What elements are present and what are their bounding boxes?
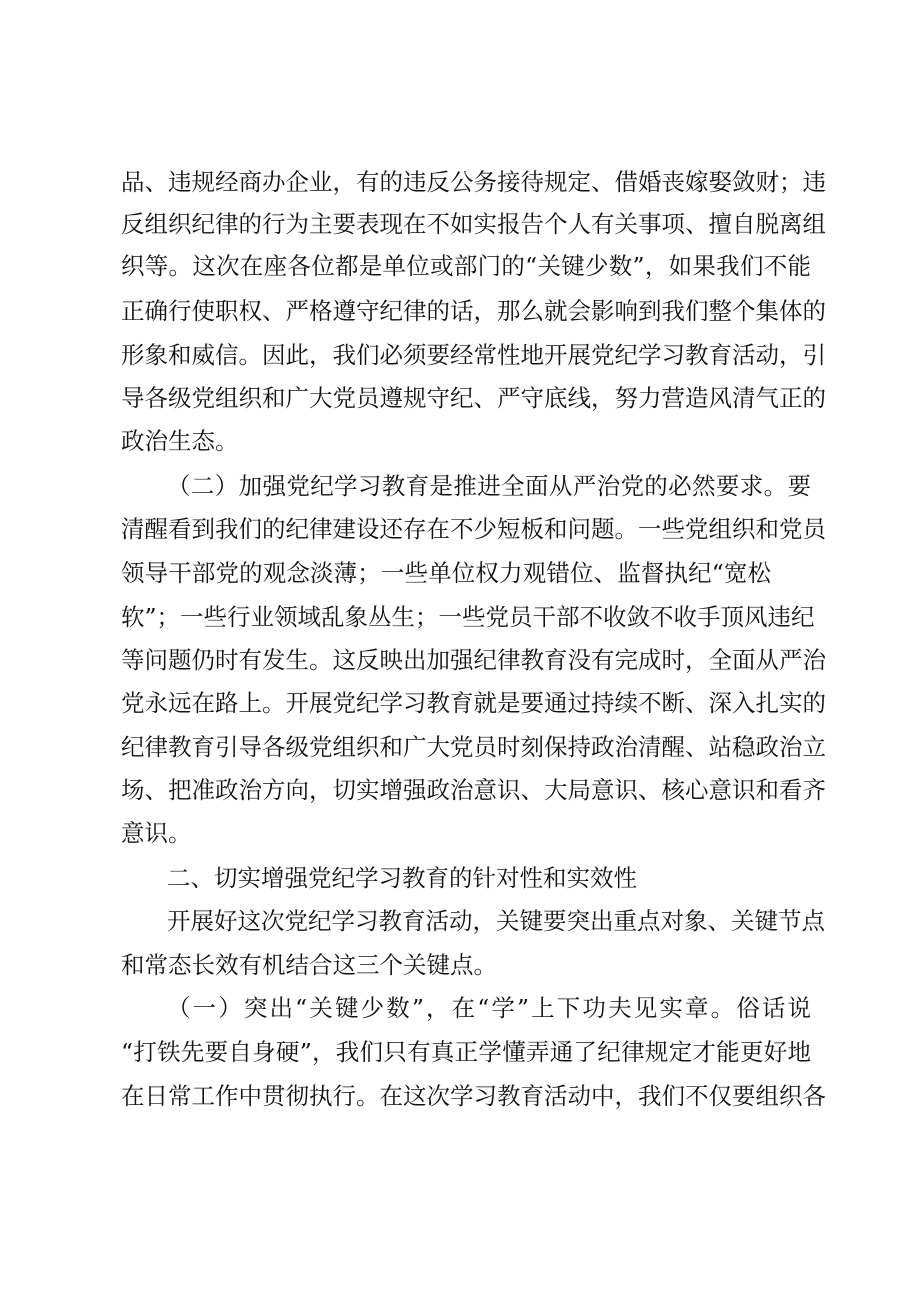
paragraph-line: 清醒看到我们的纪律建设还存在不少短板和问题。一些党组织和党员 — [121, 515, 826, 543]
paragraph-line: 政治生态。 — [121, 427, 239, 455]
paragraph-line: 品、违规经商办企业，有的违反公务接待规定、借婚丧嫁娶敛财；违 — [121, 168, 826, 196]
paragraph-line: 开展好这次党纪学习教育活动，关键要突出重点对象、关键节点 — [167, 907, 825, 935]
section-heading: 二、切实增强党纪学习教育的针对性和实效性 — [167, 864, 637, 892]
paragraph-line: 反组织纪律的行为主要表现在不如实报告个人有关事项、擅自脱离组 — [121, 210, 826, 238]
paragraph-line: 导各级党组织和广大党员遵规守纪、严守底线，努力营造风清气正的 — [121, 384, 826, 412]
paragraph-line: 在日常工作中贯彻执行。在这次学习教育活动中，我们不仅要组织各 — [121, 1082, 826, 1110]
paragraph-line: 和常态长效有机结合这三个关键点。 — [121, 951, 497, 979]
paragraph-line: 领导干部党的观念淡薄；一些单位权力观错位、监督执纪“宽松 — [121, 559, 771, 587]
paragraph-line: （一）突出“关键少数”，在“学”上下功夫见实章。俗话说 — [167, 994, 811, 1022]
paragraph-line: 党永远在路上。开展党纪学习教育就是要通过持续不断、深入扎实的 — [121, 689, 826, 717]
paragraph-line: 等问题仍时有发生。这反映出加强纪律教育没有完成时，全面从严治 — [121, 646, 826, 674]
paragraph-line: 场、把准政治方向，切实增强政治意识、大局意识、核心意识和看齐 — [121, 776, 826, 804]
paragraph-line: 意识。 — [121, 819, 192, 847]
paragraph-line: “打铁先要自身硬”，我们只有真正学懂弄通了纪律规定才能更好地 — [121, 1038, 811, 1066]
paragraph-line: 形象和威信。因此，我们必须要经常性地开展党纪学习教育活动，引 — [121, 341, 826, 369]
paragraph-line: 正确行使职权、严格遵守纪律的话，那么就会影响到我们整个集体的 — [121, 297, 826, 325]
paragraph-line: 纪律教育引导各级党组织和广大党员时刻保持政治清醒、站稳政治立 — [121, 733, 826, 761]
paragraph-line: 软”；一些行业领域乱象丛生；一些党员干部不收敛不收手顶风违纪 — [121, 603, 815, 631]
paragraph-line: （二）加强党纪学习教育是推进全面从严治党的必然要求。要 — [167, 472, 811, 500]
paragraph-line: 织等。这次在座各位都是单位或部门的“关键少数”，如果我们不能 — [121, 252, 811, 280]
